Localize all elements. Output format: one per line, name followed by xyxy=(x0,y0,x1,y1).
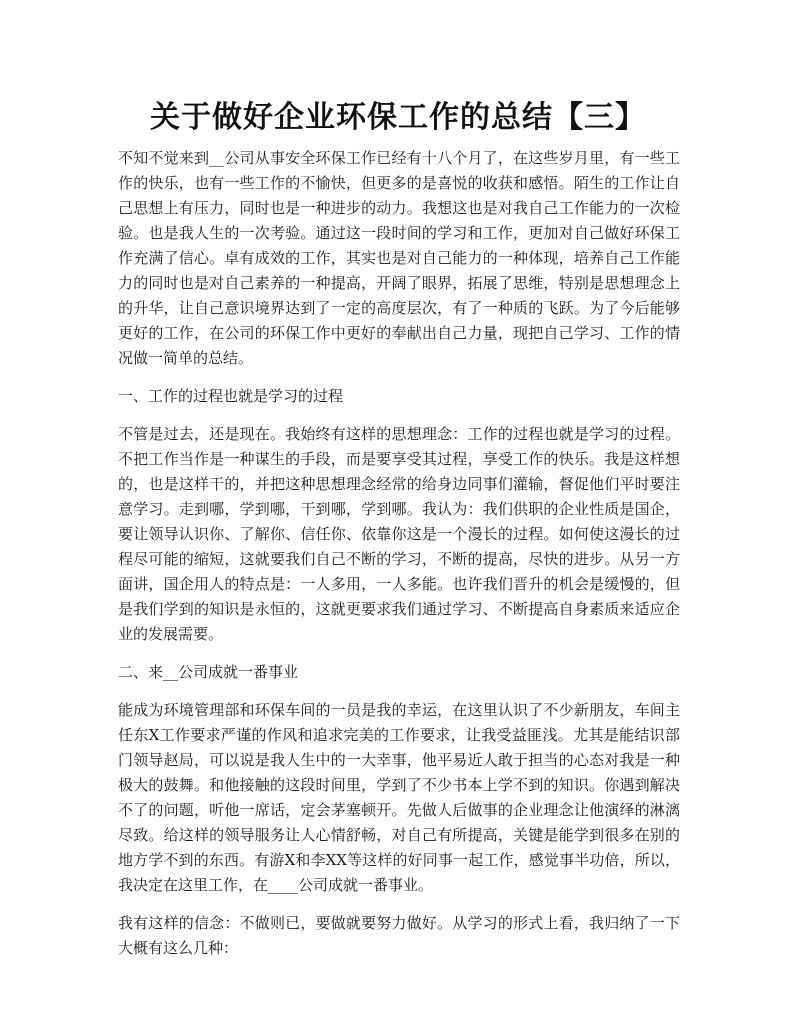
document-body xyxy=(118,146,680,974)
section-2-paragraph: 能成为环境管理部和环保车间的一员是我的幸运，在这里认识了不少新朋友，车间主任东X工作要求严谨的作风和追求完美的工作要求，让我受益匪浅。尤其是能结识部门领导赵局，可以说是我人生中的一大幸事，他平易近人敢于担当的心态对我是一种极大的鼓舞。和他接触的这段时间里，学到了不少书本上学不到的知识。你遇到解决不了的问题，听他一席话，定会茅塞顿开。先做人后做事的企业理念让他演绎的淋漓尽致。给这样的领导服务让人心情舒畅，对自己有所提高，关键是能学到很多在别的地方学不到的东西。有游X和李XX等这样的好同事一起工作，感觉事半功倍，所以，我决定在这里工作，在____公司成就一番事业。 xyxy=(118,701,680,894)
document-title: 关于做好企业环保工作的总结【三】 xyxy=(150,100,646,135)
section-heading-1: 一、工作的过程也就是学习的过程 xyxy=(118,387,344,405)
section-1-paragraph: 不管是过去，还是现在。我始终有这样的思想理念：工作的过程也就是学习的过程。不把工作当作是一种谋生的手段，而是要享受其过程，享受工作的快乐。我是这样想的，也是这样干的，并把这种思想理念经常的给身边同事们灌输，督促他们平时要注意学习。走到哪，学到哪，干到哪，学到哪。我认为：我们供职的企业性质是国企，要让领导认识你、了解你、信任你、依靠你这是一个漫长的过程。如何使这漫长的过程尽可能的缩短，这就要我们自己不断的学习，不断的提高，尽快的进步。从另一方面讲，国企用人的特点是：一人多用，一人多能。也许我们晋升的机会是缓慢的，但是我们学到的知识是永恒的，这就更要求我们通过学习、不断提高自身素质来适应企业的发展需要。 xyxy=(118,425,680,643)
section-heading-2: 二、来__公司成就一番事业 xyxy=(118,663,299,681)
belief-paragraph: 我有这样的信念：不做则已，要做就要努力做好。从学习的形式上看，我归纳了一下大概有这么几种： xyxy=(118,914,680,957)
intro-paragraph: 不知不觉来到__公司从事安全环保工作已经有十八个月了，在这些岁月里，有一些工作的快乐，也有一些工作的不愉快，但更多的是喜悦的收获和感悟。陌生的工作让自己思想上有压力，同时也是一种进步的动力。我想这也是对我自己工作能力的一次检验。也是我人生的一次考验。通过这一段时间的学习和工作，更加对自己做好环保工作充满了信心。卓有成效的工作，其实也是对自己能力的一种体现，培养自己工作能力的同时也是对自己素养的一种提高，开阔了眼界，拓展了思维，特别是思想理念上的升华，让自己意识境界达到了一定的高度层次，有了一种质的飞跃。为了今后能够更好的工作，在公司的环保工作中更好的奉献出自己力量，现把自己学习、工作的情况做一简单的总结。 xyxy=(118,149,680,367)
